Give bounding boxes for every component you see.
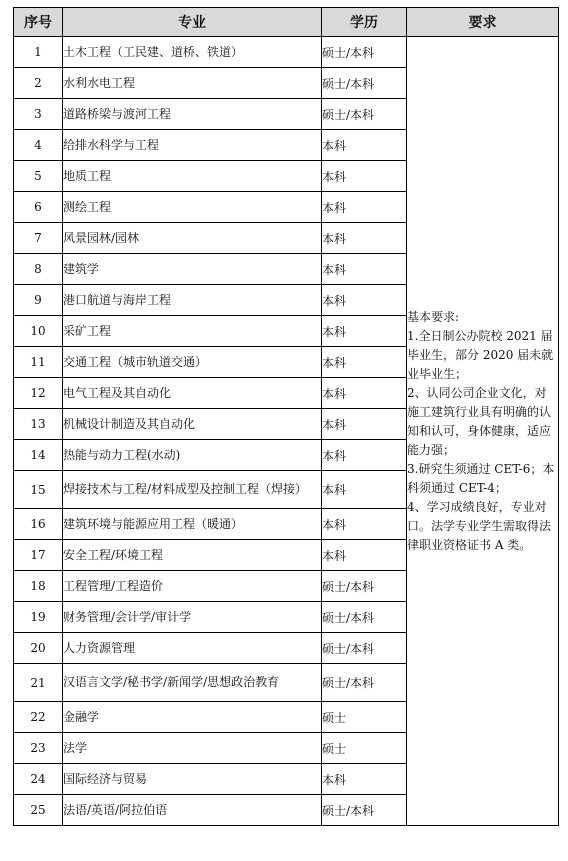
recruitment-requirements-table [13,7,559,826]
row-major: 水利水电工程 [63,68,322,99]
row-major: 港口航道与海岸工程 [63,285,322,316]
row-index: 2 [14,68,63,99]
row-index: 9 [14,285,63,316]
header-index: 序号 [14,8,63,37]
row-major: 焊接技术与工程/材料成型及控制工程（焊接） [63,471,322,509]
row-index: 10 [14,316,63,347]
row-index: 14 [14,440,63,471]
row-index: 20 [14,633,63,664]
row-index: 21 [14,664,63,702]
header-row [14,8,559,37]
table-body [14,37,559,826]
row-degree: 本科 [322,254,407,285]
row-degree: 硕士/本科 [322,664,407,702]
row-degree: 本科 [322,509,407,540]
row-index: 17 [14,540,63,571]
row-degree: 本科 [322,347,407,378]
row-major: 法语/英语/阿拉伯语 [63,795,322,826]
row-major: 测绘工程 [63,192,322,223]
requirement-item: 3.研究生须通过 CET-6；本科须通过 CET-4； [407,461,555,495]
row-degree: 硕士/本科 [322,795,407,826]
row-major: 安全工程/环境工程 [63,540,322,571]
row-degree: 本科 [322,316,407,347]
row-index: 3 [14,99,63,130]
row-major: 人力资源管理 [63,633,322,664]
row-degree: 本科 [322,223,407,254]
row-major: 汉语言文学/秘书学/新闻学/思想政治教育 [63,664,322,702]
row-index: 22 [14,702,63,733]
requirements-cell [407,37,559,826]
row-degree: 硕士/本科 [322,633,407,664]
row-major: 采矿工程 [63,316,322,347]
row-major: 机械设计制造及其自动化 [63,409,322,440]
row-degree: 本科 [322,409,407,440]
row-degree: 硕士/本科 [322,68,407,99]
row-degree: 本科 [322,764,407,795]
row-index: 15 [14,471,63,509]
row-degree: 本科 [322,540,407,571]
requirement-item: 1.全日制公办院校 2021 届毕业生，部分 2020 届未就业毕业生； [407,328,554,381]
row-degree: 硕士/本科 [322,571,407,602]
row-index: 19 [14,602,63,633]
row-index: 24 [14,764,63,795]
row-major: 电气工程及其自动化 [63,378,322,409]
row-degree: 硕士 [322,702,407,733]
row-major: 建筑环境与能源应用工程（暖通） [63,509,322,540]
table-row [14,37,559,68]
row-index: 18 [14,571,63,602]
row-degree: 硕士/本科 [322,37,407,68]
row-major: 国际经济与贸易 [63,764,322,795]
requirements-title: 基本要求: [407,309,460,324]
row-major: 财务管理/会计学/审计学 [63,602,322,633]
row-major: 风景园林/园林 [63,223,322,254]
row-index: 1 [14,37,63,68]
row-major: 工程管理/工程造价 [63,571,322,602]
row-degree: 硕士/本科 [322,99,407,130]
requirement-item: 4、学习成绩良好，专业对口。法学专业学生需取得法律职业资格证书 A 类。 [407,499,552,552]
row-major: 道路桥梁与渡河工程 [63,99,322,130]
row-major: 热能与动力工程(水动) [63,440,322,471]
row-index: 8 [14,254,63,285]
row-major: 金融学 [63,702,322,733]
row-index: 11 [14,347,63,378]
row-degree: 本科 [322,285,407,316]
row-major: 给排水科学与工程 [63,130,322,161]
row-index: 6 [14,192,63,223]
row-major: 交通工程（城市轨道交通） [63,347,322,378]
row-major: 法学 [63,733,322,764]
row-index: 25 [14,795,63,826]
row-major: 地质工程 [63,161,322,192]
row-degree: 本科 [322,192,407,223]
row-degree: 硕士/本科 [322,602,407,633]
row-degree: 本科 [322,378,407,409]
requirement-item: 2、认同公司企业文化，对施工建筑行业具有明确的认知和认可，身体健康，适应能力强； [407,385,552,457]
row-degree: 本科 [322,471,407,509]
row-index: 23 [14,733,63,764]
row-index: 13 [14,409,63,440]
row-index: 16 [14,509,63,540]
row-degree: 本科 [322,161,407,192]
header-degree: 学历 [322,8,407,37]
row-index: 12 [14,378,63,409]
row-major: 土木工程（工民建、道桥、铁道） [63,37,322,68]
row-degree: 本科 [322,130,407,161]
row-index: 7 [14,223,63,254]
header-major: 专业 [63,8,322,37]
row-degree: 本科 [322,440,407,471]
row-major: 建筑学 [63,254,322,285]
row-index: 5 [14,161,63,192]
row-index: 4 [14,130,63,161]
row-degree: 硕士 [322,733,407,764]
header-requirements: 要求 [407,8,559,37]
